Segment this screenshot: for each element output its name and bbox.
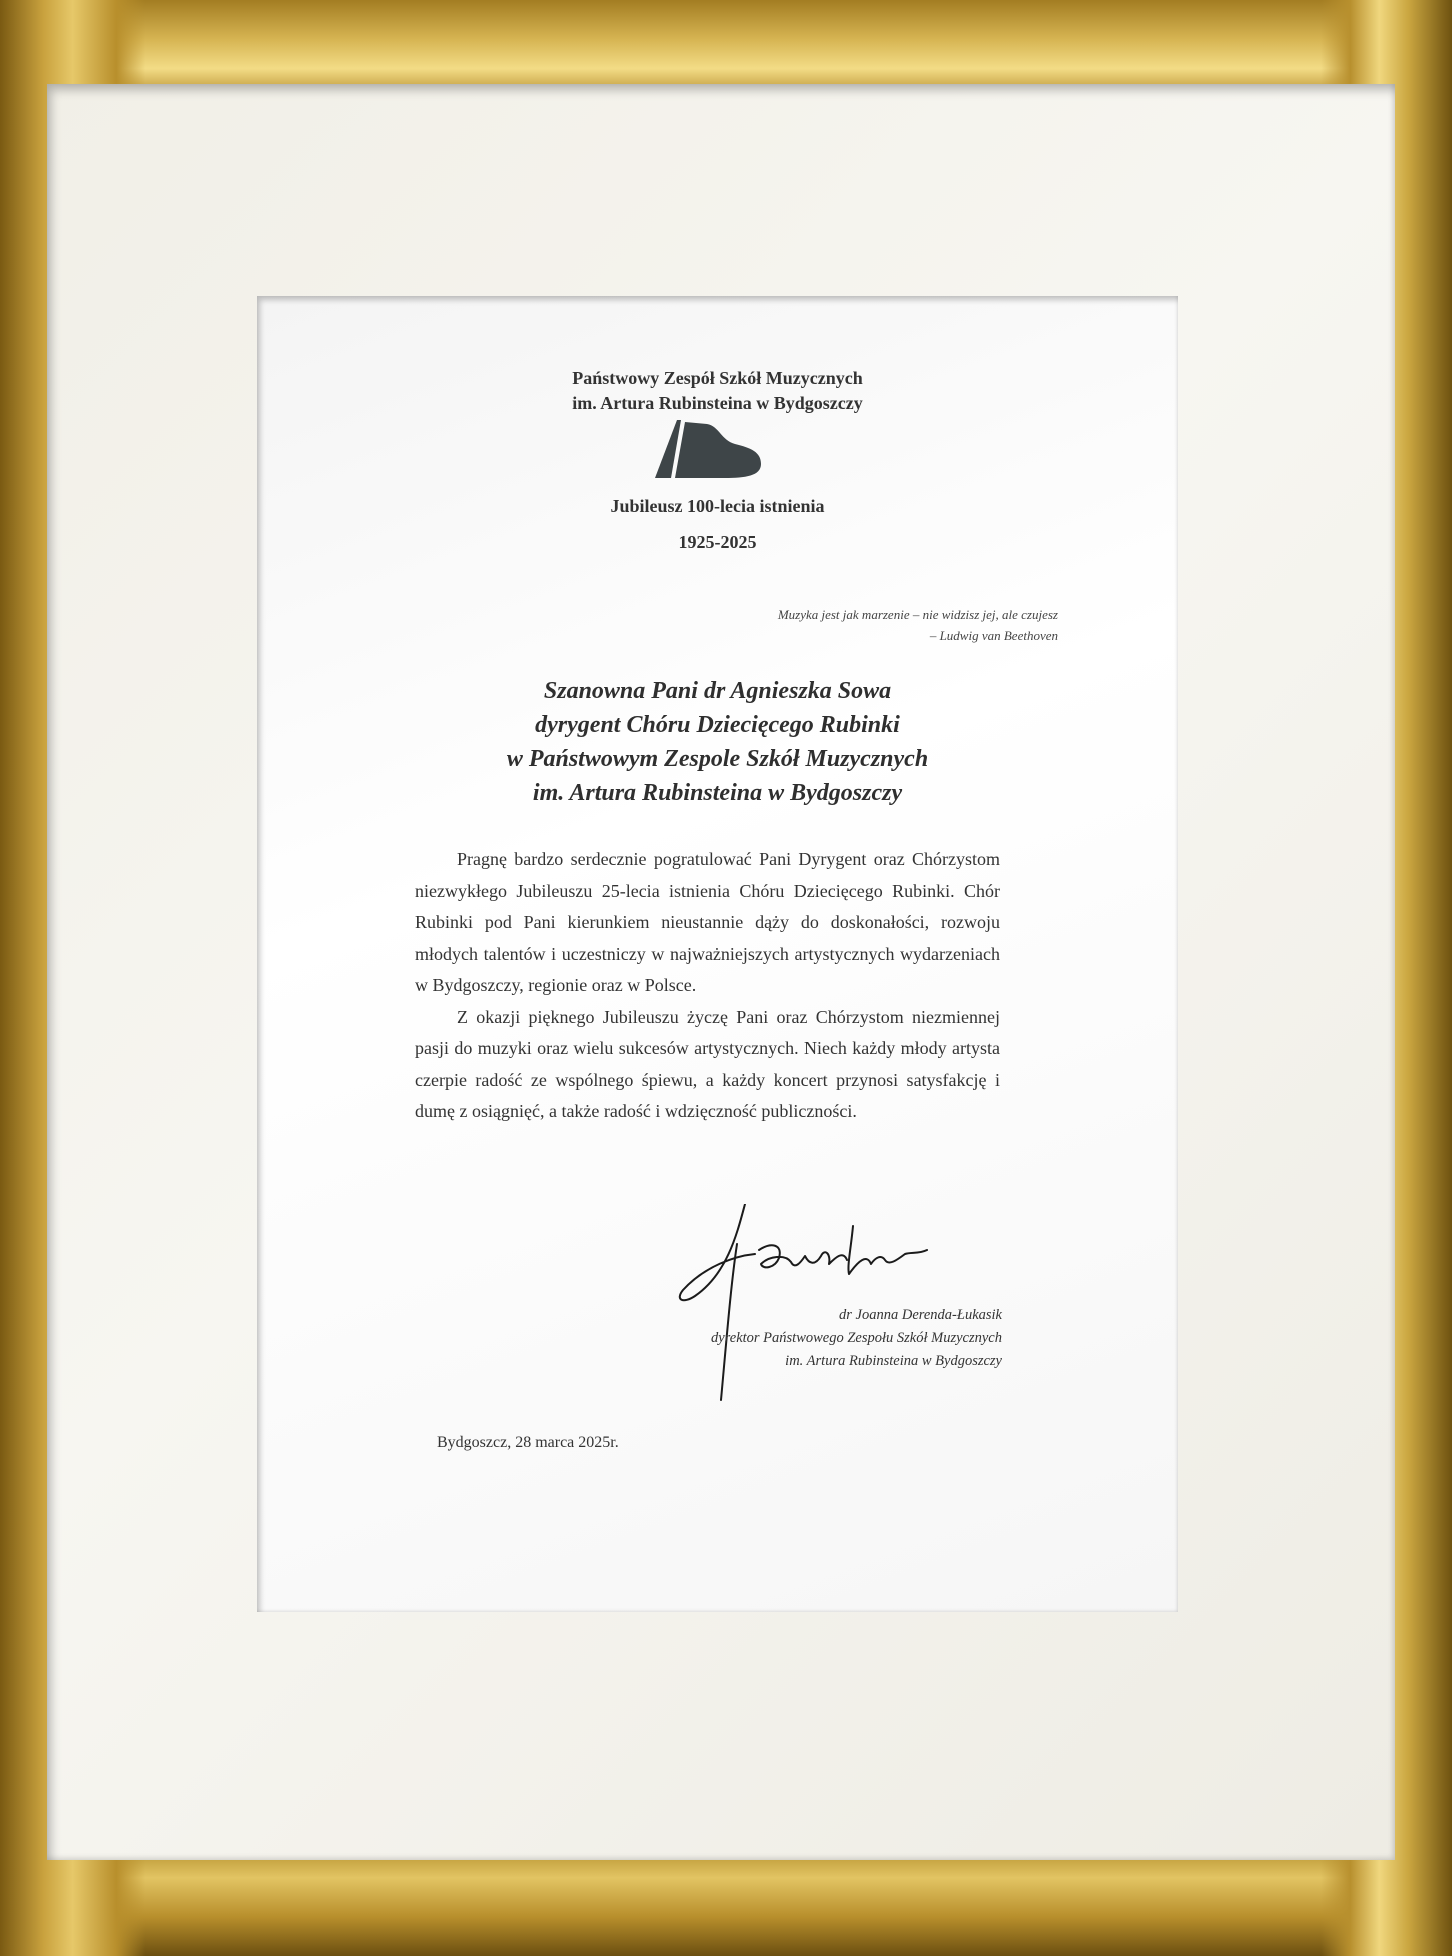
addressee-line: w Państwowym Zespole Szkół Muzycznych	[506, 746, 929, 772]
signer-role: dyrektor Państwowego Zespołu Szkół Muzycznych	[710, 1330, 1002, 1346]
signer-block	[637, 1304, 1002, 1373]
addressee-line: im. Artura Rubinsteina w Bydgoszczy	[532, 780, 903, 806]
letter-sheet	[257, 296, 1178, 1612]
quote-author: – Ludwig van Beethoven	[929, 628, 1058, 643]
addressee-line: dyrygent Chóru Dziecięcego Rubinki	[535, 712, 900, 738]
beethoven-quote	[778, 604, 1058, 646]
signer-institution: im. Artura Rubinsteina w Bydgoszczy	[785, 1353, 1002, 1369]
institution-header	[257, 366, 1178, 416]
signer-name: dr Joanna Derenda-Łukasik	[839, 1307, 1002, 1323]
body-paragraph: Pragnę bardzo serdecznie pogratulować Pani Dyrygent oraz Chórzystom niezwykłego Jubileuszu 25-lecia istnienia Chóru Dziecięcego Rubinki. Chór Rubinki pod Pani kierunkiem nieustannie dąży do doskonałości, rozwoju młodych talentów i uczestniczy w najważniejszych artystycznych wydarzeniach w Bydgoszczy, regionie oraz w Polsce.	[415, 849, 1000, 995]
body-paragraph: Z okazji pięknego Jubileuszu życzę Pani oraz Chórzystom niezmiennej pasji do muzyki oraz wielu sukcesów artystycznych. Niech każdy młody artysta czerpie radość ze wspólnego śpiewu, a każdy koncert przynosi satysfakcję i dumę z osiągnięć, a także radość i wdzięczność publiczności.	[415, 1006, 1000, 1121]
place-and-date: Bydgoszcz, 28 marca 2025r.	[437, 1434, 619, 1451]
addressee-line: Szanowna Pani dr Agnieszka Sowa	[543, 678, 892, 704]
grand-piano-icon	[655, 418, 763, 478]
addressee-block	[257, 674, 1178, 810]
jubilee-years: 1925-2025	[678, 532, 757, 552]
letter-body	[415, 844, 1000, 1128]
quote-text: Muzyka jest jak marzenie – nie widzisz jej, ale czujesz	[777, 607, 1058, 622]
institution-name-line2: im. Artura Rubinsteina w Bydgoszczy	[572, 393, 863, 413]
institution-name-line1: Państwowy Zespół Szkół Muzycznych	[572, 368, 863, 388]
jubilee-title: Jubileusz 100-lecia istnienia	[610, 496, 825, 516]
